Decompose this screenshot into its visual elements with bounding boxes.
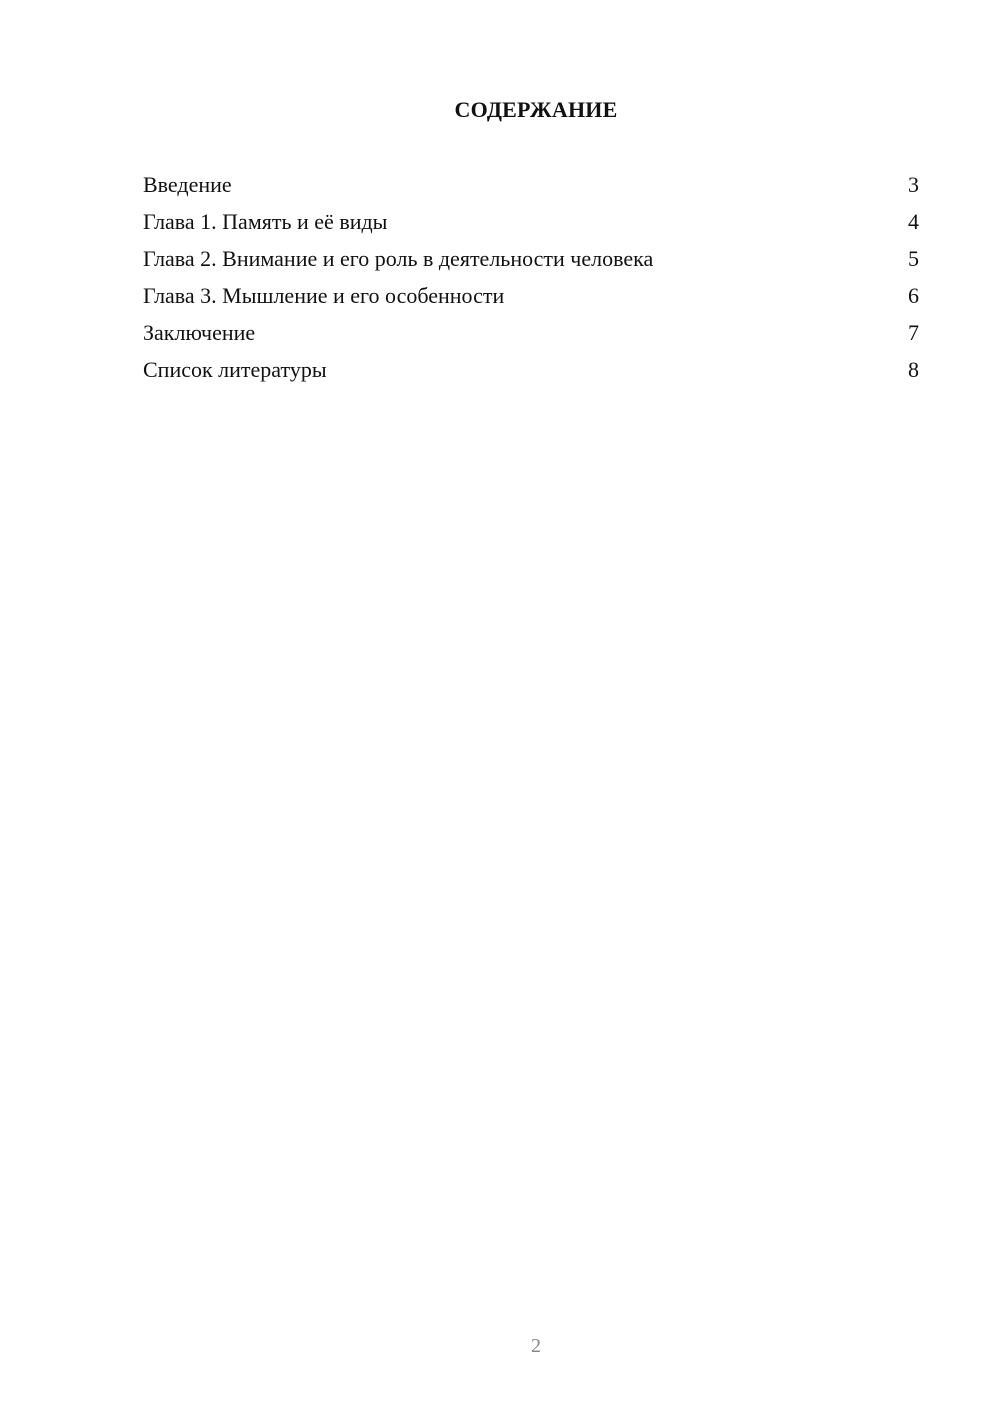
- toc-entry-page: 3: [908, 172, 919, 197]
- toc-entry-bibliography: [143, 355, 919, 392]
- toc-entry-page: 5: [908, 246, 919, 271]
- toc-entry-page: 8: [908, 357, 919, 382]
- toc-entry-label: Заключение: [143, 320, 256, 345]
- toc-entry-label: Глава 3. Мышление и его особенности: [143, 283, 505, 308]
- toc-entry-conclusion: [143, 318, 919, 355]
- toc-entry-chapter-3: [143, 281, 919, 318]
- toc-entry-page: 6: [908, 283, 919, 308]
- table-of-contents: [143, 170, 919, 392]
- toc-entry-introduction: [143, 170, 919, 207]
- toc-entry-label: Глава 1. Память и её виды: [143, 209, 388, 234]
- toc-entry-label: Список литературы: [143, 357, 327, 382]
- toc-entry-label: Введение: [143, 172, 232, 197]
- page-title: СОДЕРЖАНИЕ: [454, 97, 618, 122]
- toc-entry-chapter-1: [143, 207, 919, 244]
- toc-entry-page: 4: [908, 209, 919, 234]
- toc-entry-label: Глава 2. Внимание и его роль в деятельности человека: [143, 246, 654, 271]
- page-number: 2: [531, 1335, 541, 1357]
- toc-entry-page: 7: [908, 320, 919, 345]
- toc-entry-chapter-2: [143, 244, 919, 281]
